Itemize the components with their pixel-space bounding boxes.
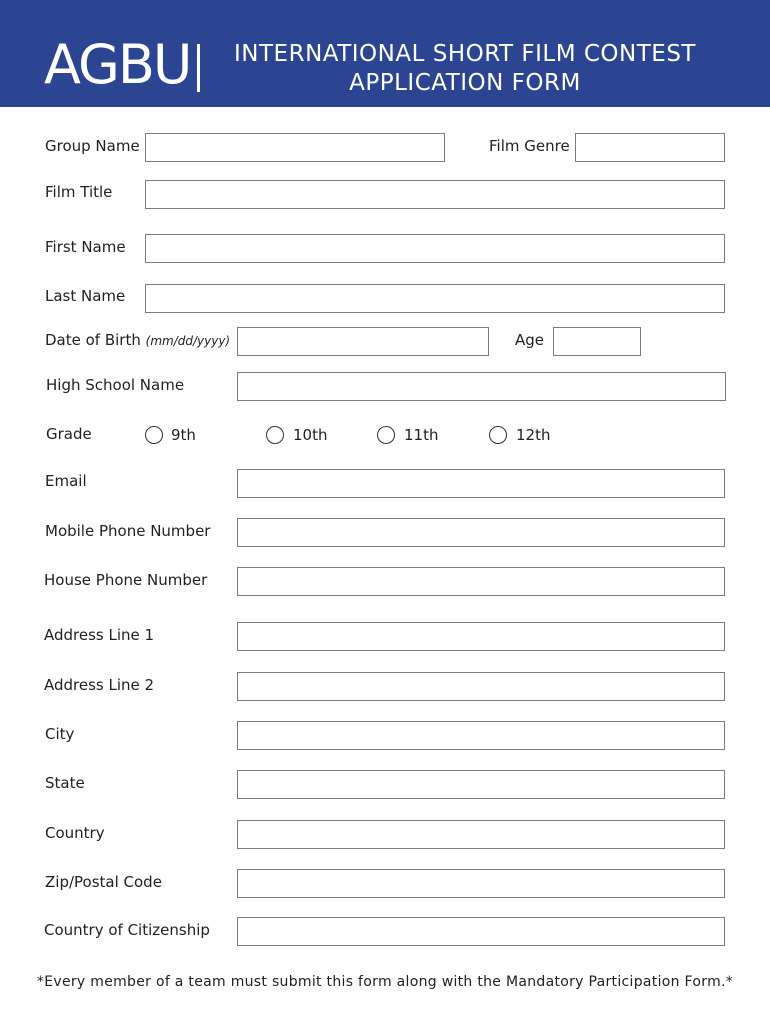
grade-option-10th-label: 10th — [293, 426, 328, 444]
grade-radio-10th[interactable] — [266, 426, 284, 444]
high-school-name-input[interactable] — [237, 372, 726, 401]
form-title-line-2: APPLICATION FORM — [349, 70, 581, 96]
address-line-2-label: Address Line 2 — [44, 676, 155, 694]
participation-footnote: *Every member of a team must submit this form along with the Mandatory Participation Form.* — [36, 974, 734, 990]
address-line-2-input[interactable] — [237, 672, 725, 701]
city-label: City — [45, 725, 75, 743]
country-label: Country — [45, 824, 105, 842]
email-label: Email — [45, 472, 87, 490]
form-title-line-1: INTERNATIONAL SHORT FILM CONTEST — [234, 41, 696, 67]
header-banner — [0, 0, 770, 107]
country-input[interactable] — [237, 820, 725, 849]
country-of-citizenship-label: Country of Citizenship — [44, 921, 210, 939]
grade-option-9th-label: 9th — [171, 426, 196, 444]
date-of-birth-label-text: Date of Birth — [45, 331, 141, 349]
first-name-label: First Name — [45, 238, 126, 256]
age-label: Age — [515, 331, 545, 349]
grade-option-12th-label: 12th — [516, 426, 551, 444]
last-name-label: Last Name — [45, 287, 126, 305]
house-phone-input[interactable] — [237, 567, 725, 596]
logo-divider — [197, 44, 200, 92]
high-school-name-label: High School Name — [46, 376, 185, 394]
zip-postal-code-label: Zip/Postal Code — [45, 873, 162, 891]
grade-label: Grade — [46, 425, 92, 443]
grade-radio-11th[interactable] — [377, 426, 395, 444]
grade-option-11th-label: 11th — [404, 426, 439, 444]
state-input[interactable] — [237, 770, 725, 799]
film-title-label: Film Title — [45, 183, 113, 201]
group-name-label: Group Name — [45, 137, 140, 155]
address-line-1-input[interactable] — [237, 622, 725, 651]
grade-radio-12th[interactable] — [489, 426, 507, 444]
agbu-logo: AGBU — [44, 33, 191, 96]
mobile-phone-label: Mobile Phone Number — [45, 522, 211, 540]
date-of-birth-input[interactable] — [237, 327, 489, 356]
zip-postal-code-input[interactable] — [237, 869, 725, 898]
date-of-birth-label — [45, 331, 230, 349]
country-of-citizenship-input[interactable] — [237, 917, 725, 946]
film-title-input[interactable] — [145, 180, 725, 209]
city-input[interactable] — [237, 721, 725, 750]
form-title — [225, 40, 705, 98]
first-name-input[interactable] — [145, 234, 725, 263]
address-line-1-label: Address Line 1 — [44, 626, 155, 644]
state-label: State — [45, 774, 85, 792]
grade-radio-9th[interactable] — [145, 426, 163, 444]
mobile-phone-input[interactable] — [237, 518, 725, 547]
last-name-input[interactable] — [145, 284, 725, 313]
age-input[interactable] — [553, 327, 641, 356]
email-input[interactable] — [237, 469, 725, 498]
film-genre-label: Film Genre — [489, 137, 570, 155]
group-name-input[interactable] — [145, 133, 445, 162]
film-genre-input[interactable] — [575, 133, 725, 162]
house-phone-label: House Phone Number — [44, 571, 208, 589]
date-format-hint: (mm/dd/yyyy) — [145, 334, 231, 348]
